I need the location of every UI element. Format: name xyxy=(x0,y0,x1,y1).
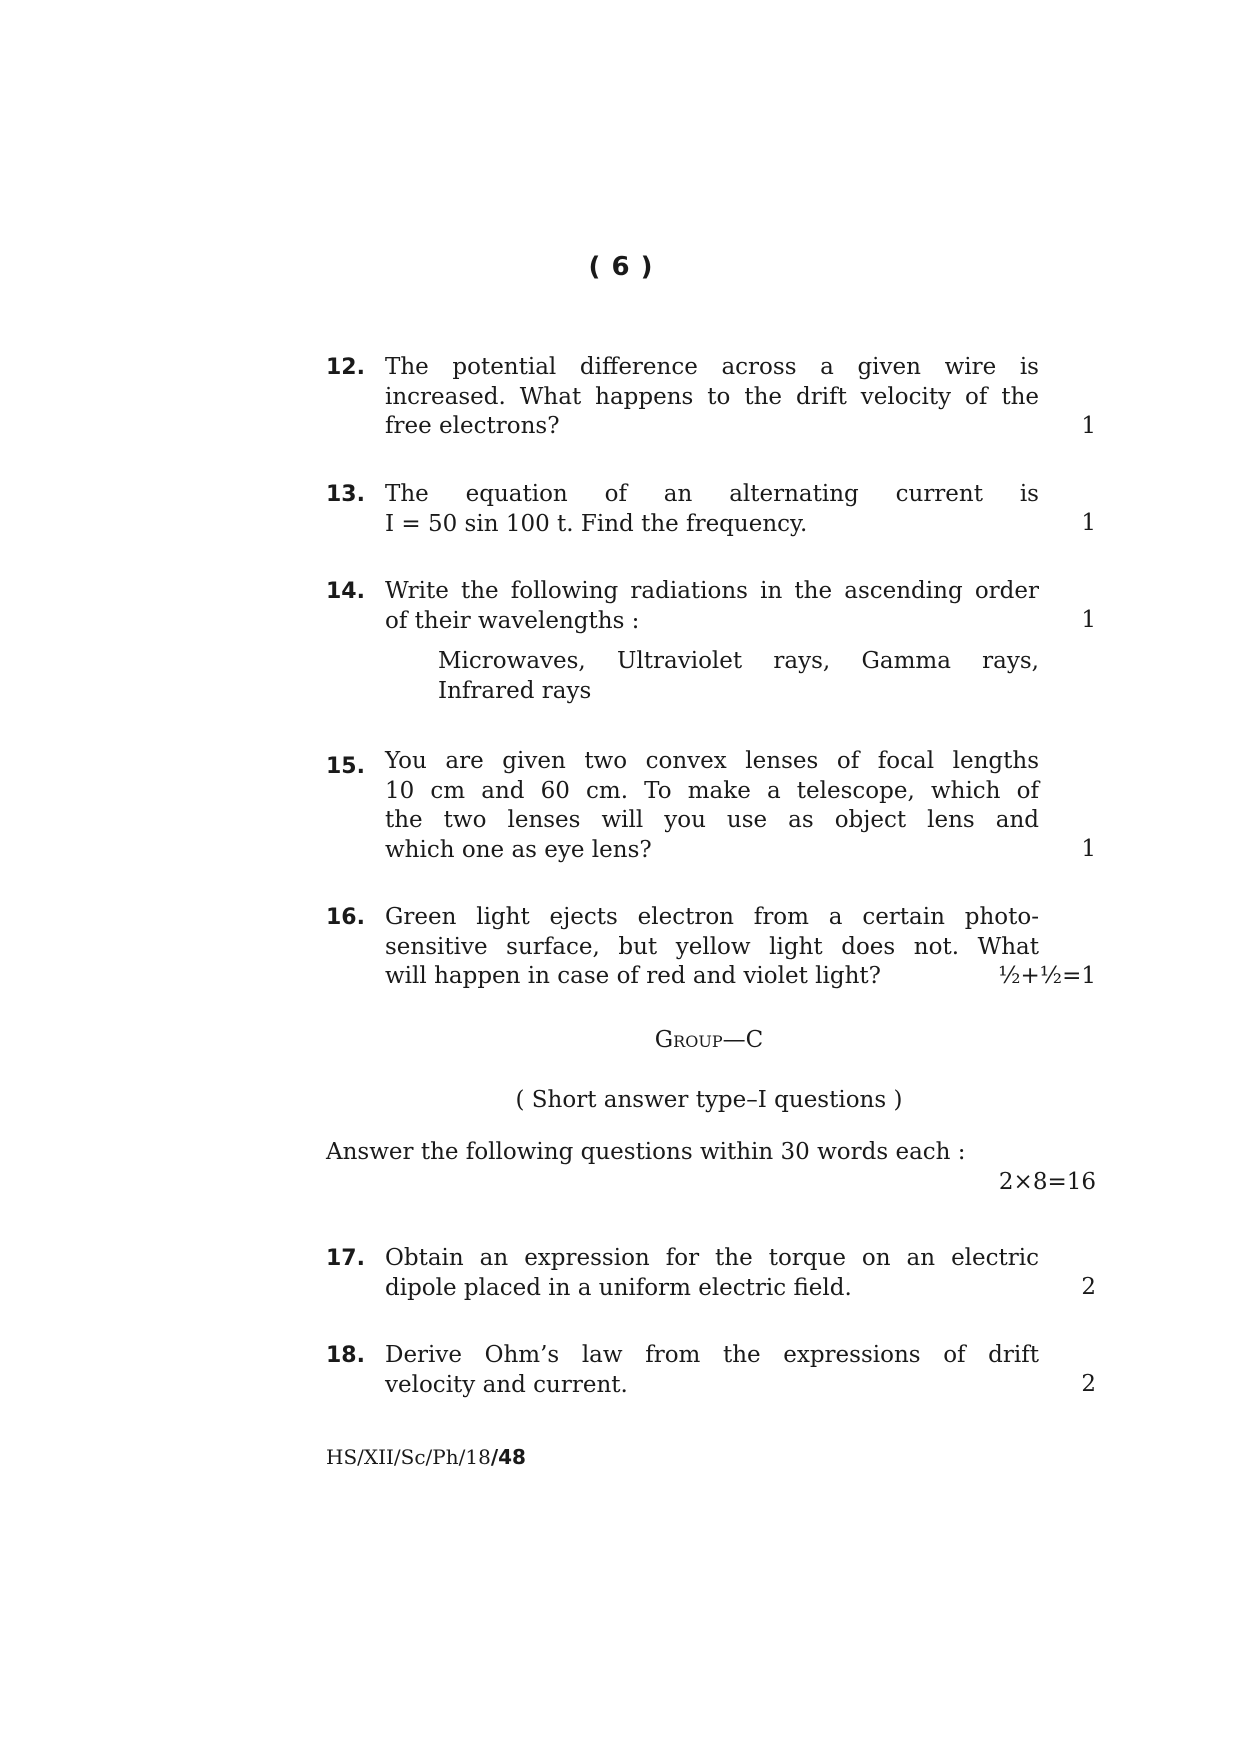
marks: 1 xyxy=(1081,836,1096,862)
question-line: Write the following radiations in the ascending order xyxy=(385,578,1039,604)
question-number: 18. xyxy=(326,1343,365,1368)
question-line: sensitive surface, but yellow light does not. What xyxy=(385,933,1039,960)
question-line: Obtain an expression for the torque on an electric xyxy=(385,1245,1039,1271)
paper-code: HS/XII/Sc/Ph/18 xyxy=(326,1445,491,1469)
marks: 1 xyxy=(1081,413,1096,439)
question-line: free electrons? xyxy=(385,413,560,439)
marks: ½+½=1 xyxy=(998,963,1096,989)
question-line: The potential difference across a given wire is xyxy=(385,354,1039,380)
question-number: 14. xyxy=(326,579,365,604)
question-line: 10 cm and 60 cm. To make a telescope, which of xyxy=(385,777,1039,804)
question-line: will happen in case of red and violet light? xyxy=(385,963,881,989)
sub-line: Infrared rays xyxy=(438,677,592,704)
sub-line: Microwaves, Ultraviolet rays, Gamma rays, xyxy=(438,648,1039,674)
question-line: which one as eye lens? xyxy=(385,836,652,863)
question-line: of their wavelengths : xyxy=(385,607,640,634)
marks: 2 xyxy=(1081,1371,1096,1397)
question-number: 15. xyxy=(326,754,365,779)
question-line: The equation of an alternating current is xyxy=(385,481,1039,507)
group-instruction xyxy=(326,1138,1096,1197)
question-number: 16. xyxy=(326,905,365,930)
marks: 2 xyxy=(1081,1274,1096,1300)
marks: 1 xyxy=(1081,607,1096,633)
copy-count: /48 xyxy=(490,1445,526,1469)
question-line: I = 50 sin 100 t. Find the frequency. xyxy=(385,510,808,537)
footer-code xyxy=(326,1445,526,1469)
total-marks: 2×8=16 xyxy=(998,1168,1096,1195)
group-subtitle: ( Short answer type–I questions ) xyxy=(515,1087,903,1113)
question-number: 12. xyxy=(326,355,365,380)
group-title: Group—C xyxy=(654,1027,764,1053)
question-line: You are given two convex lenses of focal lengths xyxy=(385,748,1039,774)
question-line: Derive Ohm’s law from the expressions of drift xyxy=(385,1342,1039,1368)
question-line: the two lenses will you use as object lens and xyxy=(385,807,1039,833)
question-number: 13. xyxy=(326,482,365,507)
question-number: 17. xyxy=(326,1246,365,1271)
question-line: velocity and current. xyxy=(385,1371,628,1398)
question-line: increased. What happens to the drift velocity of the xyxy=(385,383,1039,410)
marks: 1 xyxy=(1081,510,1096,536)
instruction-text: Answer the following questions within 30 words each : xyxy=(326,1139,966,1165)
question-line: dipole placed in a uniform electric field. xyxy=(385,1274,852,1301)
question-line: Green light ejects electron from a certain photo- xyxy=(385,904,1039,930)
page-number: ( 6 ) xyxy=(588,252,654,282)
